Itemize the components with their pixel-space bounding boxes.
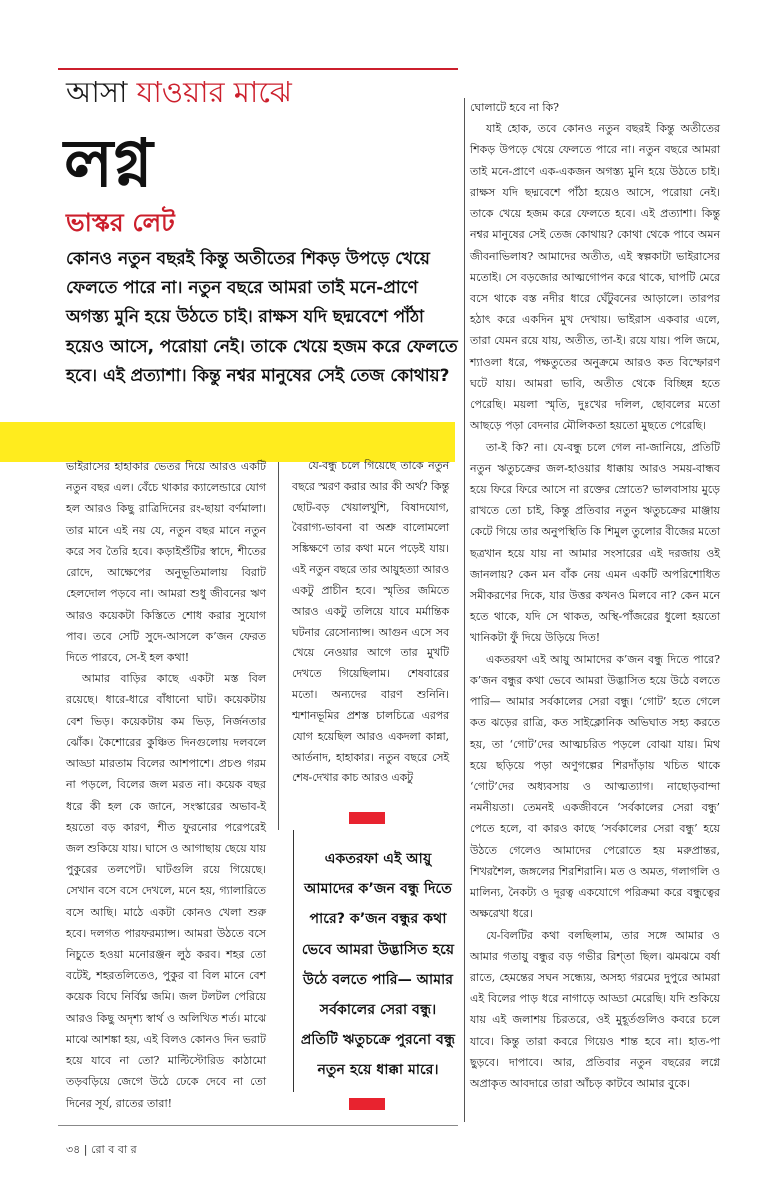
paragraph: তা-ই কি? না। যে-বন্ধু চলে গেল না-জানিয়ে, প্রতিটি নতুন ঋতুচক্রের জল-হাওয়ার ধাক্কায় আরও সময়-বান্ধব হয়ে ফিরে ফিরে আসে না রক্তের স্রোতে? ভালবাসায় মুড়ে রাখতে তো চাই, কিন্তু প্রতিবার নতুন ঋতুচক্রের মাঞ্জায় কেটে গিয়ে তার অনুপস্থিতি কি শিমুল তুলোর বীজের মতো ছত্রখান হয়ে যায় না আমার সংসারের এই দরজায় ওই জানলায়? কেন মন বাঁক নেয় এমন একটি অপরিশোধিত সমীকরণের দিকে, যার উত্তর কখনও মিলবে না? কেন মনে হতে থাকে, যদি সে থাকত, অস্থি-পাঁজরের ধুলো হয়তো খানিকটা ফুঁ দিয়ে উড়িয়ে দিত!	[470, 440, 720, 645]
kicker	[66, 74, 292, 110]
paragraph: ভাইরাসের হাহাকার ভেতর দিয়ে আরও একটি নতুন বছর এল। বেঁচে থাকার ক্যালেন্ডারে যোগ হল আরও কিছু রাত্রিদিনের রং-ছায়া বর্ণমালা। তার মানে এই নয় যে, নতুন বছর মানে নতুন করে সব তৈরি হবে। কড়াইশুঁটির স্বাদে, শীতের রোদে, আক্ষেপের অনুভূতিমালায় বিরাট হেলদোল পড়বে না। আমরা শুধু জীবনের ঋণ আরও কয়েকটা কিস্তিতে শোধ করার সুযোগ পাব। তবে সেটি সুদে-আসলে ক’জন ফেরত দিতে পারবে, সে-ই হল কথা!	[66, 460, 266, 664]
page-number: ৩৪	[66, 1143, 81, 1156]
article-column-3	[470, 97, 720, 1094]
paragraph: যে-বিলটির কথা বলছিলাম, তার সঙ্গে আমার ও আমার গতায়ু বন্ধুর বড় গভীর রিশ্‌তা ছিল। ঝমঝমে বর্ষা রাতে, হেমন্তের সঘন সন্ধ্যেয়, অসহ্য গরমের দুপুরে আমরা এই বিলের পাড় ধরে নাগাড়ে আড্ডা মেরেছি। যদি শুকিয়ে যায় এই জলাশয় চিরতরে, ওই মুহূর্তগুলিও কবরে চলে যাবে। কিন্তু তারা কবরে গিয়েও শান্ত হবে না। হাত-পা ছুড়বে। দাপাবে। আর, প্রতিবার নতুন বছরের লগ্নে অপ্রাকৃত আবদারে তারা আঁচড় কাটবে আমার বুকে।	[470, 928, 720, 1091]
deck-intro: কোনও নতুন বছরই কিন্তু অতীতের শিকড় উপড়ে খেয়ে ফেলতে পারে না। নতুন বছরে আমরা তাই মনে-প্রাণে অগস্ত্য মুনি হয়ে উঠতে চাই। রাক্ষস যদি ছদ্মবেশে পাঁঠা হয়েও আসে, পরোয়া নেই। তাকে খেয়ে হজম করে ফেলতে হবে। এই প্রত্যাশা। কিন্তু নশ্বর মানুষের সেই তেজ কোথায়?	[66, 248, 458, 385]
kicker-part2: যাওয়ার মাঝে	[136, 75, 292, 109]
paragraph: একতরফা এই আয়ু আমাদের ক’জন বন্ধু দিতে পারে? ক’জন বন্ধুর কথা ভেবে আমরা উদ্ভাসিত হয়ে উঠে বলতে পারি— আমার সর্বকালের সেরা বন্ধু। ‘গোট’ হতে গেলে কত ঝড়ের রাত্রি, কত সাইক্লোনিক অভিঘাত সহ্য করতে হয়, তা ‘গোট’দের আত্মচরিত পড়লে বোঝা যায়। মিথ হয়ে ছড়িয়ে পড়া অণুগল্পের শিরদাঁড়ায় খচিত থাকে ‘গোট’দের অধ্যবসায় ও আত্মত্যাগ। নাছোড়বান্দা নমনীয়তা। তেমনই একজীবনে ‘সর্বকালের সেরা বন্ধু’ পেতে হলে, বা কারও কাছে ‘সর্বকালের সেরা বন্ধু’ হয়ে উঠতে গেলেও আমাদের পেরোতে হয় মরুপ্রান্তর, শিখরশৈল, জঙ্গলের শিরশিরানি। মত ও অমত, গলাগলি ও মালিন্য, নৈকট্য ও দূরত্ব একযোগে পরিক্রমা করে বন্ধুত্বের অক্ষরেখা ধরে।	[470, 652, 720, 921]
paragraph: যে-বন্ধু চলে গিয়েছে তাকে নতুন বছরে স্মরণ করার আর কী অর্থ? কিন্তু ছোট-বড় খেয়ালখুশি, বিষাদযোগ, বৈরাগ্য-ভাবনা বা অশ্রু বালোমলো সঙ্কিক্ষণে তার কথা মনে পড়েই যায়। এই নতুন বছরে তার আয়ুহত্যা আরও একটু প্রাচীন হবে। স্মৃতির জমিতে আরও একটু তলিয়ে যাবে মর্মান্তিক ঘটনার রেসোন্যান্স। আগুন এসে সব খেয়ে নেওয়ার আগে তার মুখটি দেখতে গিয়েছিলাম। শেষবারের মতো। অন্যদের বারণ শুনিনি। শ্মশানভূমির প্রশস্ত চালচিত্রে এরপর যোগ হয়েছিল আরও একদলা কান্না, আর্তনাদ, হাহাকার। নতুন বছরে সেই শেষ-দেখার কাচ আরও একটু	[292, 459, 449, 785]
column-divider	[278, 462, 279, 830]
pullquote: একতরফা এই আয়ু আমাদের ক’জন বন্ধু দিতে পারে? ক’জন বন্ধুর কথা ভেবে আমরা উদ্ভাসিত হয়ে উঠে বলতে পারি— আমার সর্বকালের সেরা বন্ধু। প্রতিটি ঋতুচক্রে পুরনো বন্ধু নতুন হয়ে ধাক্কা মারে।	[300, 851, 456, 1079]
kicker-part1: আসা	[66, 75, 137, 109]
paragraph: আমার বাড়ির কাছে একটা মস্ত বিল রয়েছে। ধারে-ধারে বাঁধানো ঘাট। কয়েকটায় বেশ ভিড়। কয়েকটায় কম ভিড়, নির্জনতার ঝোঁক। কৈশোরের কুঞ্চিত দিনগুলোয় দলবলে আড্ডা মারতাম বিলের আশপাশে। প্রচণ্ড গরম না পড়লে, বিলের জল মরত না। কয়েক বছর ধরে কী হল কে জানে, সংস্কারের অভাব-ই হয়তো বড় কারণ, শীত ফুরনোর পরেপরেই জল শুকিয়ে যায়। ঘাসে ও আগাছায় ছেয়ে যায় পুকুরের তলপেট। ঘাটগুলি রয়ে গিয়েছে। সেখান বসে বসে দেখলে, মনে হয়, গ্যালারিতে বসে আছি। মাঠে একটা কোনও খেলা শুরু হবে। দলগত পারফরম্যান্স। আমরা উঠতে বসে নিচুতে হওয়া মনোরঞ্জন লুঠ করব। শহর তো বটেই, শহরতলিতেও, পুকুর বা বিল মানে বেশ কয়েক বিঘে নির্বিঘ্ন জমি। জল টলটল পেরিয়ে আরও কিছু অদৃশ্য স্বার্থ ও অলিখিত শর্ত। মাঝে মাঝে আশঙ্কা হয়, এই বিলও কোনও দিন ভরাট হয়ে যাবে না তো? মাল্টিস্টোরিড কাঠামো তড়বড়িয়ে জেগে উঠে ঢেকে দেবে না তো দিনের সূর্য, রাতের তারা!	[66, 672, 266, 1110]
column-divider	[464, 98, 465, 1122]
paragraph: ঘোলাটে হবে না কি?	[470, 101, 560, 114]
page-folio	[66, 1141, 137, 1160]
section-name: রো ব বা র	[91, 1143, 137, 1156]
headline: লগ্ন	[64, 125, 153, 202]
paragraph: যাই হোক, তবে কোনও নতুন বছরই কিন্তু অতীতের শিকড় উপড়ে খেয়ে ফেলতে পারে না। নতুন বছরে আমরা তাই মনে-প্রাণে এক-একজন অগস্ত্য মুনি হয়ে উঠতে চাই। রাক্ষস যদি ছদ্মবেশে পাঁঠা হয়েও আসে, পরোয়া নেই। তাকে খেয়ে হজম করে ফেলতে হবে। এই প্রত্যাশা। কিন্তু নশ্বর মানুষের সেই তেজ কোথায়? কোথা থেকে পাবে অমন জীবনাভিলাষ? আমাদের অতীত, এই স্বল্পকাটা ভাইরাসের মতোই। সে বড়জোর আত্মগোপন করে থাকে, ঘাপটি মেরে বসে থাকে বস্ত নদীর ধারে ঘেঁটুবনের আড়ালে। তারপর হঠাৎ করে একদিন মুখ দেখায়। ভাইরাস একবার এলে, তারা যেমন রয়ে যায়, অতীত, তা-ই। রয়ে যায়। পলি জমে, শ্যাওলা ধরে, পক্ষতুতের অনুক্রমে আরও কত বিস্ফোরণ ঘটে যায়। আমরা ভাবি, অতীত থেকে বিচ্ছিন্ন হতে পেরেছি। ময়লা স্মৃতি, দুঃখের দলিল, ছোবলের মতো আছড়ে পড়া বেদনার মৌলিকতা হয়তো মুছতে পেরেছি।	[470, 122, 720, 433]
author-byline: ভাস্কর লেট	[66, 208, 175, 237]
article-column-1	[66, 456, 266, 1114]
footer-rule	[58, 1125, 458, 1126]
pullquote-top-mark	[349, 812, 385, 824]
top-rule	[58, 68, 458, 70]
article-column-2	[292, 456, 449, 789]
folio-separator: |	[83, 1143, 88, 1156]
pullquote-bottom-mark	[349, 1098, 385, 1110]
